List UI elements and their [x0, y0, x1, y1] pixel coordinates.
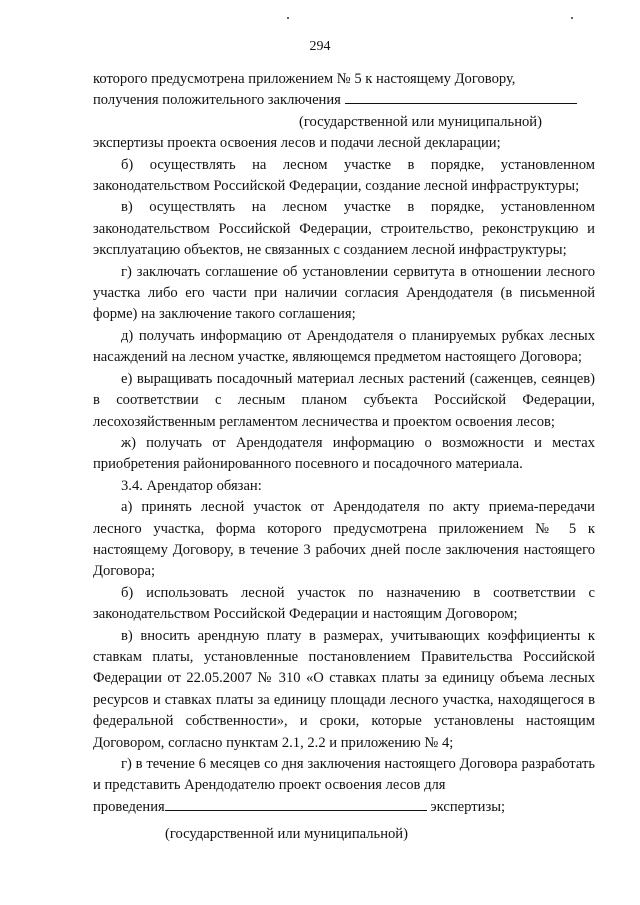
- fill-in-blank: [165, 797, 427, 811]
- text-line: которого предусмотрена приложением № 5 к настоящему Договору,: [93, 71, 516, 87]
- paragraph: в) осуществлять на лесном участке в порядке, установленном законодательством Российской Федерации, строительство, реконструкцию и эксплуатацию объектов, не связанных с созданием лесной инфраструктуры;: [93, 199, 595, 259]
- paragraph: г) заключать соглашение об установлении сервитута в отношении лесного участка либо его части при наличии согласия Арендодателя (в письменной форме) на заключение такого соглашения;: [93, 263, 595, 323]
- paragraph: ж) получать от Арендодателя информацию о возможности и местах приобретения районированного посевного и посадочного материала.: [93, 434, 595, 473]
- blank-caption: (государственной или муниципальной): [165, 826, 408, 843]
- text-line: экспертизы проекта освоения лесов и подачи лесной декларации;: [93, 135, 501, 152]
- paragraph: в) вносить арендную плату в размерах, учитывающих коэффициенты к ставкам платы, установленные постановлением Правительства Российской Федерации от 22.05.2007 № 310 «О ставках платы за единицу объема лесных ресурсов и ставках платы за единицу площади лесного участка, находящегося в федеральной собственности», и сроки, которые установлены настоящим Договором, согласно пунктам 2.1, 2.2 и приложению № 4;: [93, 627, 595, 751]
- text-line: [93, 797, 595, 818]
- text-fragment: экспертизы;: [430, 798, 506, 815]
- section-heading: 3.4. Арендатор обязан:: [121, 477, 262, 494]
- page-number: 294: [309, 39, 331, 54]
- scan-speck: [571, 17, 573, 19]
- paragraph: б) осуществлять на лесном участке в порядке, установленном законодательством Российской Федерации, создание лесной инфраструктуры;: [93, 156, 595, 195]
- scan-speck: [287, 17, 289, 19]
- fill-in-blank: [345, 90, 577, 104]
- document-body: [93, 69, 595, 846]
- blank-caption: (государственной или муниципальной): [299, 113, 542, 130]
- text-fragment: получения положительного заключения: [93, 92, 341, 109]
- paragraph: д) получать информацию от Арендодателя о планируемых рубках лесных насаждений на лесном участке, являющемся предметом настоящего Договора;: [93, 327, 595, 366]
- text-fragment: проведения: [93, 798, 165, 815]
- paragraph: е) выращивать посадочный материал лесных растений (саженцев, сеянцев) в соответствии с лесным планом субъекта Российской Федерации, лесохозяйственным регламентом лесничества и проектом освоения лесов;: [93, 370, 595, 430]
- paragraph: г) в течение 6 месяцев со дня заключения настоящего Договора разработать и представить Арендодателю проект освоения лесов для: [93, 756, 595, 794]
- paragraph: б) использовать лесной участок по назначению в соответствии с законодательством Российской Федерации и настоящим Договором;: [93, 584, 595, 623]
- paragraph: а) принять лесной участок от Арендодателя по акту приема-передачи лесного участка, форма которого предусмотрена приложением № 5 к настоящему Договору, в течение 3 рабочих дней после заключения настоящего Договора;: [93, 499, 595, 580]
- text-line: [93, 90, 595, 111]
